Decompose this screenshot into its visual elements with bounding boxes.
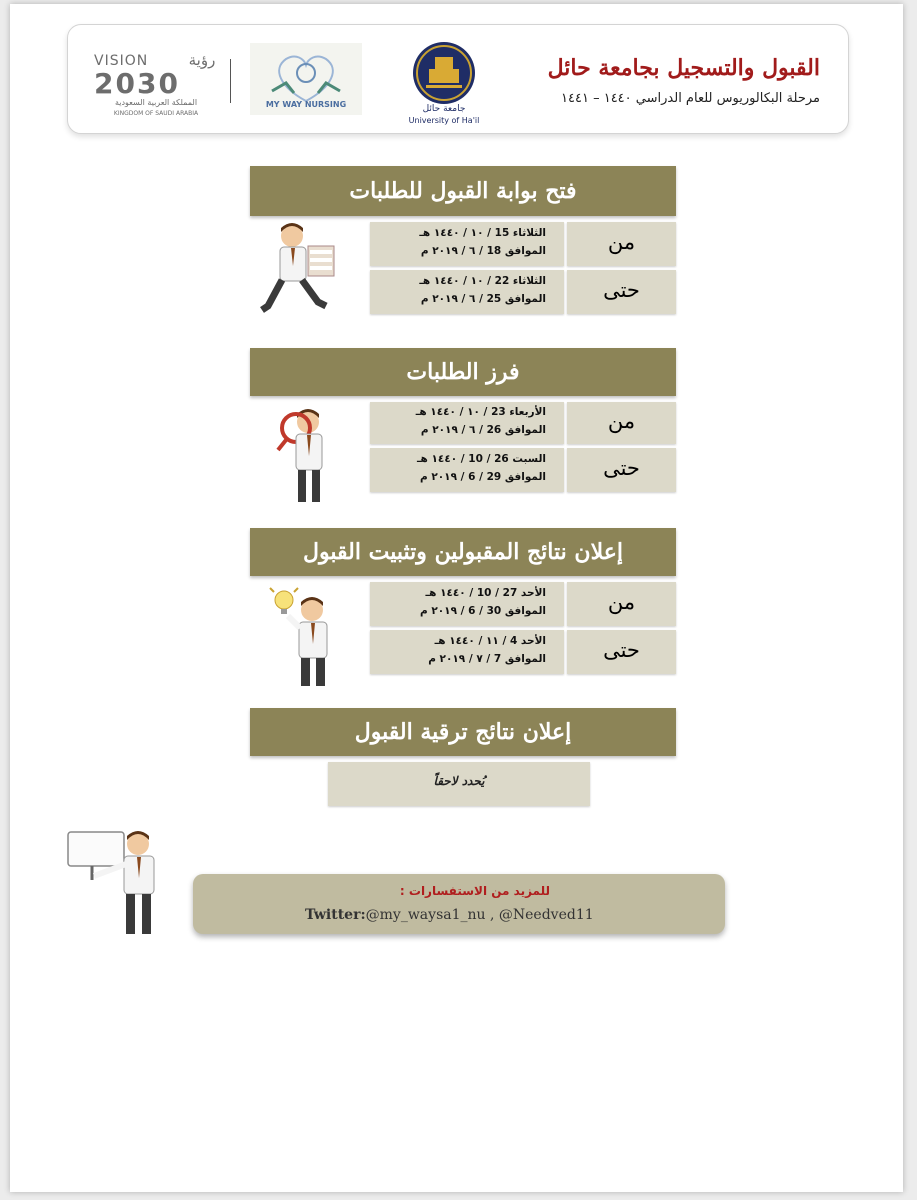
page-subtitle: مرحلة البكالوريوس للعام الدراسي ١٤٤٠ – ١٤٤١ bbox=[561, 91, 820, 106]
twitter-label: Twitter: bbox=[305, 907, 366, 923]
label-from: من bbox=[607, 590, 636, 614]
page-title: القبول والتسجيل بجامعة حائل bbox=[547, 55, 820, 81]
businessman-with-magnifier-illustration bbox=[274, 404, 346, 508]
document-page bbox=[10, 4, 903, 1192]
label-from: من bbox=[607, 230, 636, 254]
twitter-handles: @my_waysa1_nu , @Needved11 bbox=[365, 907, 594, 923]
date-line-gregorian: الموافق 7 / ٧ / ٢٠١٩ م bbox=[428, 653, 546, 665]
vision-2030-logo bbox=[90, 49, 240, 119]
businessman-carrying-papers-illustration bbox=[256, 220, 352, 320]
businessman-with-lightbulb-illustration bbox=[262, 582, 346, 690]
mw-logo-text: MY WAY NURSING bbox=[265, 100, 347, 109]
kingdom-english: KINGDOM OF SAUDI ARABIA bbox=[113, 110, 199, 117]
contact-box bbox=[193, 874, 725, 934]
section-title-sorting: فرز الطلبات bbox=[250, 348, 676, 396]
label-until: حتى bbox=[603, 456, 640, 480]
label-until: حتى bbox=[603, 638, 640, 662]
date-line-hijri: الثلاثاء 15 / ١٠ / ١٤٤٠ هـ bbox=[419, 227, 546, 239]
uoh-english-text: University of Ha'il bbox=[408, 116, 480, 125]
date-line-hijri: الثلاثاء 22 / ١٠ / ١٤٤٠ هـ bbox=[419, 275, 546, 287]
label-from: من bbox=[607, 409, 636, 433]
date-line-gregorian: الموافق 26 / ٦ / ٢٠١٩ م bbox=[420, 424, 546, 436]
date-line-hijri: الأحد 27 / 10 / ١٤٤٠ هـ bbox=[425, 587, 546, 599]
ruya-word: رؤية bbox=[188, 51, 216, 69]
date-line-hijri: الأحد 4 / ١١ / ١٤٤٠ هـ bbox=[434, 635, 546, 647]
date-line-gregorian: الموافق 25 / ٦ / ٢٠١٩ م bbox=[420, 293, 546, 305]
university-of-hail-logo bbox=[398, 39, 490, 131]
vision-word: VISION bbox=[94, 53, 149, 69]
section-title-results: إعلان نتائج المقبولين وتثبيت القبول bbox=[250, 528, 676, 576]
date-line-gregorian: الموافق 29 / 6 / ٢٠١٩ م bbox=[419, 471, 546, 483]
businessman-holding-sign-illustration bbox=[66, 824, 166, 940]
tbd-note: يُحدد لاحقاً bbox=[433, 774, 485, 788]
logo-divider bbox=[230, 59, 231, 103]
twitter-contact bbox=[305, 907, 594, 923]
my-way-nursing-logo bbox=[250, 43, 362, 115]
kingdom-arabic: المملكة العربية السعودية bbox=[114, 98, 198, 107]
date-line-hijri: الأربعاء 23 / ١٠ / ١٤٤٠ هـ bbox=[415, 406, 546, 418]
label-until: حتى bbox=[603, 278, 640, 302]
header-banner bbox=[67, 24, 849, 134]
section-title-promotion: إعلان نتائج ترقية القبول bbox=[250, 708, 676, 756]
section-title-open-portal: فتح بوابة القبول للطلبات bbox=[250, 166, 676, 216]
date-line-hijri: السبت 26 / 10 / ١٤٤٠ هـ bbox=[416, 453, 546, 465]
date-line-gregorian: الموافق 30 / 6 / ٢٠١٩ م bbox=[419, 605, 546, 617]
vision-year: 2030 bbox=[94, 67, 180, 100]
uoh-arabic-text: جامعة حائل bbox=[422, 104, 466, 114]
date-line-gregorian: الموافق 18 / ٦ / ٢٠١٩ م bbox=[420, 245, 546, 257]
contact-heading: للمزيد من الاستفسارات : bbox=[399, 884, 550, 898]
